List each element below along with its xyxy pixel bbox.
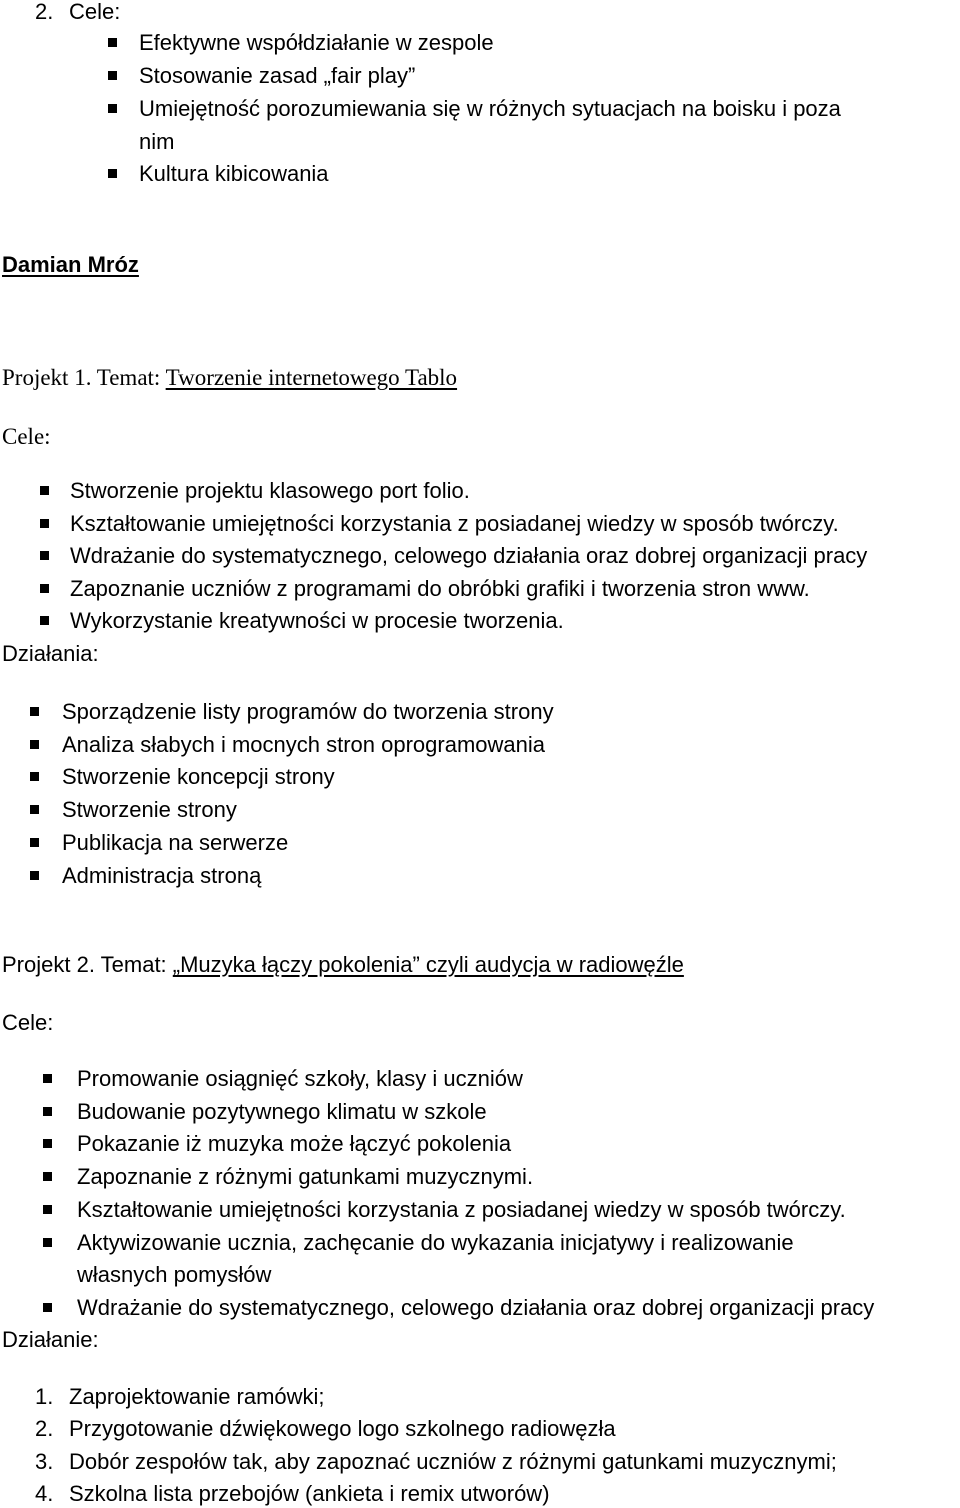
project1-action: Administracja stroną	[62, 863, 262, 888]
bullet-icon	[40, 616, 49, 625]
project1-action: Sporządzenie listy programów do tworzenia strony	[62, 699, 554, 724]
project2-goal: Budowanie pozytywnego klimatu w szkole	[77, 1099, 487, 1124]
project2-goal: Promowanie osiągnięć szkoły, klasy i uczniów	[77, 1066, 523, 1091]
bullet-icon	[43, 1303, 52, 1312]
project2-title	[2, 951, 684, 979]
bullet-icon	[30, 707, 39, 716]
step-number: 2.	[35, 1416, 54, 1441]
project1-actions-label: Działania:	[2, 641, 99, 666]
bullet-icon	[108, 38, 117, 47]
step-number: 3.	[35, 1449, 54, 1474]
goal-item-continuation: nim	[139, 129, 175, 154]
bullet-icon	[108, 71, 117, 80]
goal-item: Stosowanie zasad „fair play”	[139, 63, 416, 88]
step-text: Szkolna lista przebojów (ankieta i remix utworów)	[69, 1481, 550, 1506]
project1-goals-label: Cele:	[2, 424, 51, 449]
project1-goal: Zapoznanie uczniów z programami do obróbki grafiki i tworzenia stron www.	[70, 576, 810, 601]
step-text: Zaprojektowanie ramówki;	[69, 1384, 325, 1409]
project1-goal: Wdrażanie do systematycznego, celowego działania oraz dobrej organizacji pracy	[70, 543, 868, 568]
bullet-icon	[40, 486, 49, 495]
project1-prefix: Projekt 1. Temat:	[2, 365, 166, 390]
project2-prefix: Projekt 2. Temat:	[2, 952, 173, 977]
bullet-icon	[43, 1107, 52, 1116]
project1-title	[2, 364, 457, 392]
bullet-icon	[30, 805, 39, 814]
project2-goal-continuation: własnych pomysłów	[77, 1262, 272, 1287]
project1-action: Stworzenie koncepcji strony	[62, 764, 335, 789]
project1-action: Analiza słabych i mocnych stron oprogramowania	[62, 732, 546, 757]
bullet-icon	[40, 519, 49, 528]
project2-goal: Aktywizowanie ucznia, zachęcanie do wykazania inicjatywy i realizowanie	[77, 1230, 794, 1255]
goal-item: Efektywne współdziałanie w zespole	[139, 30, 494, 55]
project1-action: Publikacja na serwerze	[62, 830, 289, 855]
project2-topic: „Muzyka łączy pokolenia” czyli audycja w radiowęźle	[172, 952, 684, 977]
bullet-icon	[30, 772, 39, 781]
step-text: Dobór zespołów tak, aby zapoznać uczniów z różnymi gatunkami muzycznymi;	[69, 1449, 837, 1474]
section-number: 2.	[35, 0, 54, 24]
project1-action: Stworzenie strony	[62, 797, 237, 822]
bullet-icon	[43, 1172, 52, 1181]
project1-goal: Kształtowanie umiejętności korzystania z posiadanej wiedzy w sposób twórczy.	[70, 511, 839, 536]
author-name: Damian Mróz	[2, 252, 139, 277]
project2-goal: Pokazanie iż muzyka może łączyć pokolenia	[77, 1131, 512, 1156]
bullet-icon	[43, 1074, 52, 1083]
goal-item: Kultura kibicowania	[139, 161, 329, 186]
step-number: 4.	[35, 1481, 54, 1506]
bullet-icon	[30, 740, 39, 749]
project2-goal: Zapoznanie z różnymi gatunkami muzycznymi.	[77, 1164, 534, 1189]
bullet-icon	[40, 584, 49, 593]
bullet-icon	[43, 1238, 52, 1247]
project1-goal: Stworzenie projektu klasowego port folio.	[70, 478, 470, 503]
bullet-icon	[40, 551, 49, 560]
project2-goal: Wdrażanie do systematycznego, celowego działania oraz dobrej organizacji pracy	[77, 1295, 875, 1320]
project1-goal: Wykorzystanie kreatywności w procesie tworzenia.	[70, 608, 564, 633]
project2-actions-label: Działanie:	[2, 1327, 99, 1352]
bullet-icon	[30, 838, 39, 847]
bullet-icon	[43, 1205, 52, 1214]
bullet-icon	[108, 104, 117, 113]
project1-topic: Tworzenie internetowego Tablo	[165, 365, 458, 390]
step-number: 1.	[35, 1384, 54, 1409]
step-text: Przygotowanie dźwiękowego logo szkolnego radiowęzła	[69, 1416, 616, 1441]
bullet-icon	[108, 169, 117, 178]
section-heading: Cele:	[69, 0, 121, 24]
bullet-icon	[30, 871, 39, 880]
project2-goals-label: Cele:	[2, 1010, 54, 1035]
goal-item: Umiejętność porozumiewania się w różnych sytuacjach na boisku i poza	[139, 96, 841, 121]
bullet-icon	[43, 1139, 52, 1148]
project2-goal: Kształtowanie umiejętności korzystania z posiadanej wiedzy w sposób twórczy.	[77, 1197, 846, 1222]
